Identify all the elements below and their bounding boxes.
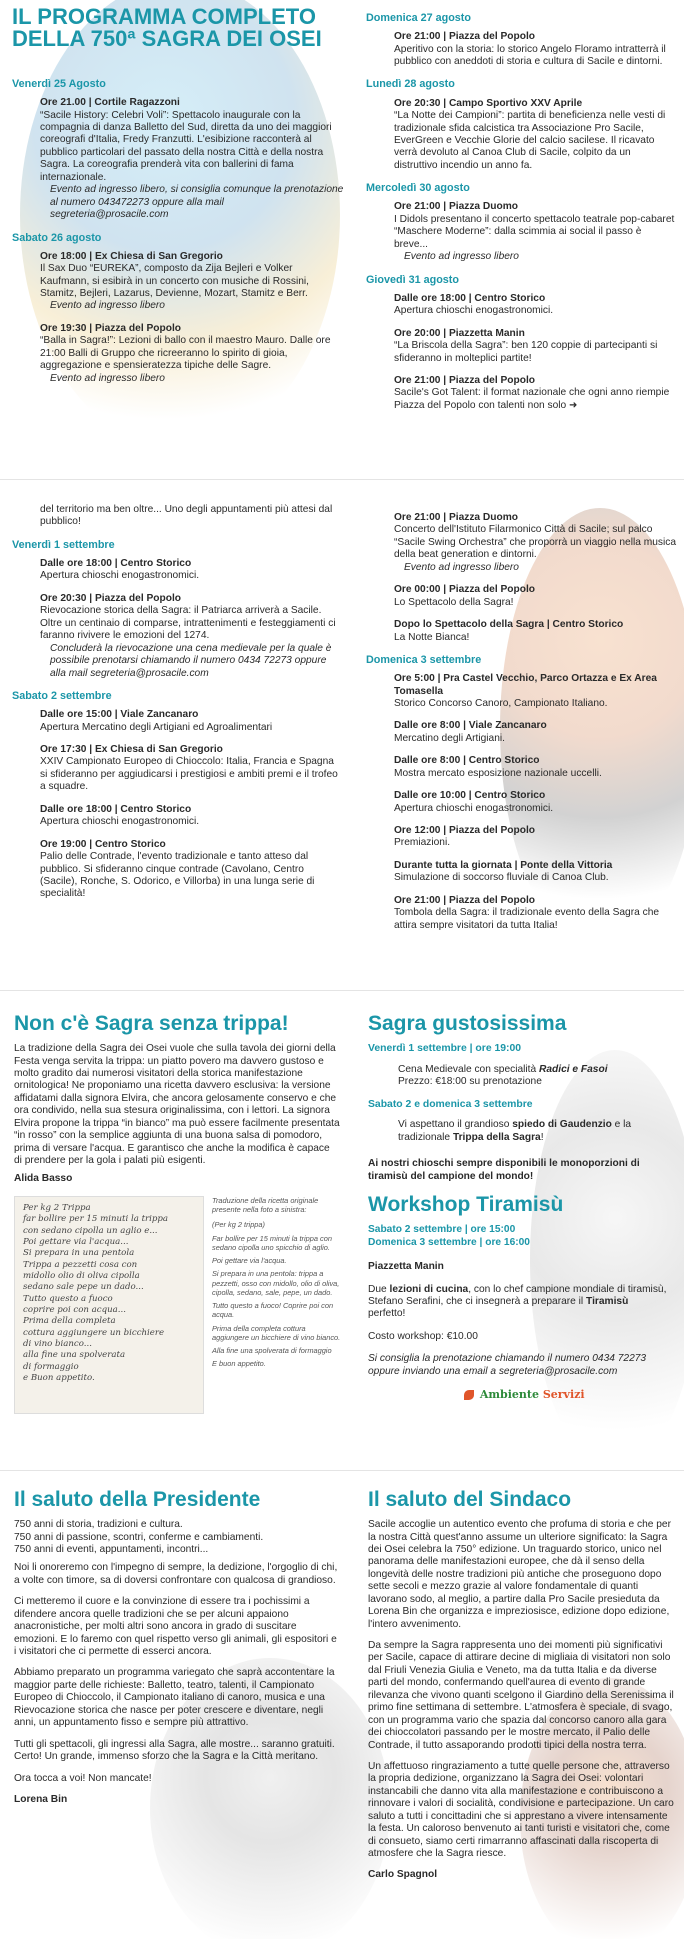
gusto-text2 bbox=[398, 1119, 668, 1144]
event-heading: Ore 00:00 | Piazza del Popolo bbox=[394, 584, 535, 596]
event-text: “Balla in Sagra!”: Lezioni di ballo con il maestro Mauro. Dalle ore 21:00 Balli di Gruppo che ricreeranno lo spirito di gioia, aggregazione e spensieratezza tipiche delle Sagre. bbox=[40, 335, 331, 372]
day-heading: Lunedì 28 agosto bbox=[366, 78, 455, 91]
day-heading: Giovedì 31 agosto bbox=[366, 273, 459, 286]
caption-line: (Per kg 2 trippa) bbox=[212, 1220, 265, 1230]
program-event bbox=[394, 584, 676, 609]
caption-line: Si prepara in una pentola: trippa a pezzetti, osso con midollo, olio di oliva, cipolla, sedano, sale, pepe, un dado. bbox=[212, 1269, 340, 1297]
manuscript-line: sedano sale pepe un dado... bbox=[23, 1282, 144, 1293]
program-right-col bbox=[366, 2, 676, 422]
program-event bbox=[394, 512, 676, 574]
event-text: Aperitivo con la storia: lo storico Angelo Floramo intratterrà il pubblico con aneddoti di storia e cultura di Sacile e dintorni. bbox=[394, 43, 666, 68]
event-text: Simulazione di soccorso fluviale di Canoa Club. bbox=[394, 872, 609, 884]
manuscript-line: midollo olio di oliva cipolla bbox=[23, 1270, 140, 1281]
sindaco-paragraph: Da sempre la Sagra rappresenta uno dei momenti più significativi per Sacile, capace di attirare decine di migliaia di visitatori non solo dal Friuli Venezia Giulia e Veneto, ma da tutta Italia e da diverse parti del mondo, confermando quell'aurea di evento di grande rilevanza che vivono quanti scelgono il Giardino della Serenissima il primo fine settimana di settembre. L'atmosfera è speciale, di svago, con un programma vario che spazia dal concorso canoro alla gara dei chioccolatori passando per le mostre mercato, il Palio delle Contrade, il tutto assaporando prodotti tipici della nostra terra. bbox=[368, 1640, 674, 1751]
sindaco-title: Il saluto del Sindaco bbox=[368, 1488, 572, 1511]
gusto-title: Sagra gustosissima bbox=[368, 1012, 567, 1035]
workshop-cost: Costo workshop: €10.00 bbox=[368, 1330, 478, 1342]
event-text: I Didols presentano il concerto spettacolo teatrale pop-cabaret “Maschere Moderne”: dalla scimmia ai social il passo è breve... bbox=[394, 213, 675, 250]
program-event bbox=[40, 709, 342, 734]
logo-leaf-icon bbox=[464, 1390, 474, 1400]
event-text: “La Notte dei Campioni”: partita di beneficienza nelle vesti di tradizionale sfida calcistica tra Associazione Pro Sacile, EverGreen e Vecchie Glorie del calcio sacilese. Il ricavato verrà devoluto al Canoa Club di Sacile, colpito da un distruttivo incendio un anno fa. bbox=[394, 110, 666, 171]
day-heading: Mercoledì 30 agosto bbox=[366, 182, 470, 195]
manuscript-line: di formaggio bbox=[23, 1361, 79, 1372]
sindaco-signature: Carlo Spagnol bbox=[368, 1869, 438, 1881]
program-event bbox=[40, 804, 342, 829]
event-heading: Dalle ore 18:00 | Centro Storico bbox=[40, 803, 192, 815]
gusto-t2c: e la tradizionale bbox=[398, 1119, 632, 1143]
workshop-p1d: Tiramisù bbox=[586, 1295, 629, 1307]
event-note: Evento ad ingresso libero bbox=[50, 300, 165, 312]
manuscript-line: alla fine una spolverata bbox=[23, 1350, 126, 1361]
event-note: Concluderà la rievocazione una cena medievale per la quale è possibile prenotarsi chiamando il numero 0434 72273 oppure alla mail segreteria@prosacile.com bbox=[50, 642, 332, 679]
event-text: Apertura chioschi enogastronomici. bbox=[40, 570, 200, 582]
presidente-line: 750 anni di passione, scontri, conferme e cambiamenti. bbox=[14, 1531, 264, 1543]
workshop-title: Workshop Tiramisù bbox=[368, 1193, 564, 1217]
event-heading: Ore 21.00 | Cortile Ragazzoni bbox=[40, 97, 180, 109]
manuscript-line: e Buon appetito. bbox=[23, 1373, 95, 1384]
day-heading: Domenica 27 agosto bbox=[366, 12, 472, 24]
event-note: Evento ad ingresso libero, si consiglia comunque la prenotazione al numero 043472273 oppure alla mail segreteria@prosacile.com bbox=[50, 184, 344, 221]
day-heading: Venerdì 1 settembre bbox=[12, 538, 115, 551]
gusto-date1: Venerdì 1 settembre | ore 19:00 bbox=[368, 1043, 522, 1055]
presidente-section bbox=[14, 1488, 340, 1806]
program-event bbox=[40, 251, 344, 313]
divider-3 bbox=[0, 1470, 684, 1471]
gusto-t2d: Trippa della Sagra bbox=[452, 1131, 541, 1143]
caption-line: Poi gettare via l'acqua. bbox=[212, 1256, 287, 1266]
continuation-text: del territorio ma ben oltre... Uno degli appuntamenti più attesi dal pubblico! bbox=[40, 504, 333, 528]
event-heading: Ore 21:00 | Piazza del Popolo bbox=[394, 894, 535, 906]
event-heading: Ore 21:00 | Piazza del Popolo bbox=[394, 375, 535, 386]
logo-text-a: Ambiente bbox=[479, 1388, 539, 1402]
divider-1 bbox=[0, 479, 684, 480]
presidente-paragraph: Ora tocca a voi! Non mancate! bbox=[14, 1772, 152, 1784]
sindaco-paragraph: Sacile accoglie un autentico evento che profuma di storia e che per la nostra Città quest'anno assume un ulteriore significato: la Sagra dei Osei celebra la 750° edizione. Un traguardo storico, unico nel panorama delle manifestazioni europee, che dà il senso della longevità delle nostre tradizioni più antiche che proseguono dopo sette secoli e mezzo grazie al valore fondamentale di quanti lavorano sodo, al meglio, a partire dalla Pro Sacile presieduta da Lorena Bin che organizza e impreziosisce, edizione dopo edizione, l'intero avvenimento. bbox=[368, 1519, 671, 1630]
manuscript-line: di vino bianco... bbox=[23, 1339, 92, 1350]
event-text: Il Sax Duo “EUREKA”, composto da Zija Bejleri e Volker Kaufmann, si esibirà in un concerto con musiche di Rossini, Stamitz, Bejleri, Lazarus, Devienne, Mozart, Stamitz e Berr. bbox=[40, 263, 309, 300]
program-title bbox=[12, 6, 344, 50]
program-panel-1 bbox=[0, 0, 684, 475]
event-text: Rievocazione storica della Sagra: il Patriarca arriverà a Sacile. Oltre un centinaio di comparse, intrattenimenti e festeggiamenti ci faranno rivivere le emozioni del 1274. bbox=[40, 605, 336, 642]
program-event bbox=[40, 593, 342, 680]
event-heading: Ore 5:00 | Pra Castel Vecchio, Parco Ortazza e Ex Area Tomasella bbox=[394, 673, 657, 697]
recipe-area bbox=[14, 1196, 340, 1426]
program-event bbox=[40, 97, 344, 221]
event-heading: Dalle ore 8:00 | Viale Zancanaro bbox=[394, 720, 547, 732]
program-event bbox=[394, 619, 676, 644]
presidente-line: 750 anni di eventi, appuntamenti, incontri... bbox=[14, 1543, 209, 1555]
presidente-signature: Lorena Bin bbox=[14, 1793, 68, 1805]
gusto-t1c: Prezzo: €18:00 su prenotazione bbox=[398, 1076, 542, 1088]
event-text: Apertura chioschi enogastronomici. bbox=[394, 305, 554, 317]
event-heading: Ore 12:00 | Piazza del Popolo bbox=[394, 825, 535, 837]
event-text: Lo Spettacolo della Sagra! bbox=[394, 596, 514, 608]
divider-2 bbox=[0, 990, 684, 991]
program-event bbox=[394, 375, 676, 412]
program-event bbox=[394, 755, 676, 780]
manuscript-line: Trippa a pezzetti cosa con bbox=[23, 1259, 138, 1270]
workshop-place: Piazzetta Manin bbox=[368, 1261, 444, 1273]
manuscript-line: Prima della completa bbox=[23, 1316, 116, 1327]
manuscript-lines bbox=[23, 1203, 195, 1385]
program-title-line2: DELLA 750ª SAGRA DEI OSEI bbox=[12, 26, 322, 51]
manuscript-line: far bollire per 15 minuti la trippa bbox=[23, 1214, 169, 1225]
caption-line: Far bollire per 15 minuti la trippa con sedano cipolla uno spicchio di aglio. bbox=[212, 1233, 332, 1252]
day-heading: Domenica 3 settembre bbox=[366, 653, 482, 666]
event-text: Mercatino degli Artigiani. bbox=[394, 732, 505, 744]
program-event bbox=[394, 293, 676, 318]
gusto-t2b: spiedo di Gaudenzio bbox=[512, 1119, 612, 1131]
gusto-t2e: ! bbox=[540, 1131, 544, 1143]
day-heading: Venerdì 25 Agosto bbox=[12, 78, 106, 90]
program-event bbox=[394, 31, 676, 68]
event-text: Apertura Mercatino degli Artigiani ed Agroalimentari bbox=[40, 721, 273, 733]
event-text: “Sacile History: Celebri Voli”: Spettacolo inaugurale con la compagnia di danza Balletto del Sud, diretta da uno dei maggiori coreografi d'Italia, Fredy Franzutti. L'esibizione racconterà al pubblico particolari del passato della nostra Città e della nostra Sagra. La coreografia prenderà vita con ballerini di fama internazionale. bbox=[40, 109, 332, 183]
event-text: Sacile's Got Talent: il format nazionale che ogni anno riempie Piazza del Popolo con talenti non solo ➜ bbox=[394, 387, 670, 411]
event-heading: Ore 20:30 | Campo Sportivo XXV Aprile bbox=[394, 97, 583, 109]
program2-right-days bbox=[366, 654, 676, 932]
caption-lines bbox=[212, 1220, 342, 1368]
ambiente-servizi-logo bbox=[464, 1388, 668, 1401]
program2-right-col bbox=[366, 512, 676, 942]
event-text: La Notte Bianca! bbox=[394, 631, 470, 643]
program2-right-start bbox=[366, 512, 676, 644]
event-heading: Ore 21:00 | Piazza Duomo bbox=[394, 201, 519, 213]
program-event bbox=[394, 860, 676, 885]
gusto-t1a: Cena Medievale con specialità bbox=[398, 1063, 540, 1075]
event-text: Premiazioni. bbox=[394, 837, 451, 849]
event-heading: Dopo lo Spettacolo della Sagra | Centro Storico bbox=[394, 619, 624, 631]
program-event bbox=[40, 839, 342, 901]
presidente-paragraph: Ci metteremo il cuore e la convinzione di essere tra i pochissimi a difendere ancora quelle tradizioni che se per alcuni appaiono anacronistiche, per molti altri sono ancora in grado di suscitare emozioni. E lo faremo con quel rispetto verso gli animali, gli espositori e i visitatori che ci permette di esserci ancora. bbox=[14, 1596, 337, 1658]
event-heading: Ore 19:00 | Centro Storico bbox=[40, 838, 166, 850]
program-event bbox=[394, 328, 676, 365]
event-text: Concerto dell'Istituto Filarmonico Città di Sacile; sul palco “Sacile Swing Orchestra” che proporrà un viaggio nella musica della beat generation e dintorni. bbox=[394, 524, 676, 561]
manuscript-line: cottura aggiungere un bicchiere bbox=[23, 1327, 165, 1338]
program-event bbox=[394, 201, 676, 263]
event-text: Apertura chioschi enogastronomici. bbox=[394, 802, 554, 814]
program-event bbox=[394, 895, 676, 932]
event-heading: Ore 21:00 | Piazza Duomo bbox=[394, 512, 519, 523]
manuscript-line: Per kg 2 Trippa bbox=[23, 1202, 91, 1213]
event-heading: Ore 19:30 | Piazza del Popolo bbox=[40, 322, 181, 334]
event-note: Evento ad ingresso libero bbox=[404, 561, 519, 573]
event-text: Mostra mercato esposizione nazionale uccelli. bbox=[394, 767, 602, 779]
gusto-date2: Sabato 2 e domenica 3 settembre bbox=[368, 1098, 533, 1110]
greetings-panel bbox=[0, 1488, 684, 1939]
workshop-date2: Domenica 3 settembre | ore 16:00 bbox=[368, 1236, 530, 1248]
gusto-t1b: Radici e Fasoi bbox=[539, 1063, 608, 1075]
caption-line: Alla fine una spolverata di formaggio bbox=[212, 1346, 332, 1356]
program-event bbox=[394, 825, 676, 850]
day-heading: Sabato 26 agosto bbox=[12, 231, 102, 244]
day-heading: Sabato 2 settembre bbox=[12, 689, 112, 702]
program2-left-col bbox=[12, 504, 342, 911]
presidente-title: Il saluto della Presidente bbox=[14, 1488, 261, 1511]
program-event bbox=[40, 744, 342, 794]
program-event bbox=[394, 790, 676, 815]
event-text: XXIV Campionato Europeo di Chioccolo: Italia, Francia e Spagna si sfideranno per aggiudicarsi i prestigiosi e ambiti premi e il trofeo a squadre. bbox=[40, 756, 338, 793]
program-right-days bbox=[366, 12, 676, 412]
program-left-col bbox=[12, 6, 344, 395]
workshop-p1e: perfetto! bbox=[368, 1308, 406, 1320]
event-note: Evento ad ingresso libero bbox=[50, 372, 165, 384]
event-text: Tombola della Sagra: il tradizionale evento della Sagra che attira sempre visitatori da tutta Italia! bbox=[394, 907, 660, 931]
program-left-days bbox=[12, 78, 344, 385]
presidente-paragraph: Tutti gli spettacoli, gli ingressi alla Sagra, alle mostre... saranno gratuiti. Certo! Un grande, immenso sforzo che la Sagra e la Città meritano. bbox=[14, 1738, 335, 1763]
workshop-p1b: lezioni di cucina bbox=[389, 1283, 469, 1295]
caption-line: Tutto questo a fuoco! Coprire poi con acqua. bbox=[212, 1301, 334, 1320]
program-panel-2 bbox=[0, 498, 684, 978]
workshop-p1a: Due bbox=[368, 1283, 390, 1295]
gusto-section bbox=[368, 1012, 668, 1402]
event-heading: Ore 17:30 | Ex Chiesa di San Gregorio bbox=[40, 744, 223, 756]
manuscript-line: con sedano cipolla un aglio e... bbox=[23, 1225, 158, 1236]
presidente-paragraph: Abbiamo preparato un programma variegato che saprà accontentare la maggior parte delle richieste: Balletto, teatro, talenti, il Campionato Europeo di Chioccolo, il Campionato italiano di canoro, musica e una Rievocazione storica che nasce per poter crescere e diventare, negli anni, un appuntamento fisso e sempre più attrattivo. bbox=[14, 1667, 335, 1729]
event-heading: Dalle ore 18:00 | Centro Storico bbox=[394, 292, 546, 304]
gusto-highlight: Ai nostri chioschi sempre disponibili le monoporzioni di tiramisù del campione del mondo! bbox=[368, 1158, 640, 1182]
caption-line: Prima della completa cottura aggiungere un bicchiere di vino bianco. bbox=[212, 1323, 341, 1342]
program-event bbox=[394, 673, 676, 710]
sindaco-paras bbox=[368, 1519, 674, 1860]
event-heading: Dalle ore 8:00 | Centro Storico bbox=[394, 755, 540, 767]
workshop-note: Si consiglia la prenotazione chiamando il numero 0434 72273 oppure inviando una email a segreteria@prosacile.com bbox=[368, 1353, 647, 1377]
manuscript-line: Poi gettare via l'acqua... bbox=[23, 1236, 129, 1247]
manuscript-line: coprire poi con acqua... bbox=[23, 1305, 126, 1315]
program-event bbox=[394, 720, 676, 745]
event-text: “La Briscola della Sagra”: ben 120 coppie di partecipanti si sfideranno in molteplici partite! bbox=[394, 340, 658, 364]
trippa-signature: Alida Basso bbox=[14, 1173, 73, 1185]
event-heading: Ore 20:30 | Piazza del Popolo bbox=[40, 592, 181, 604]
event-heading: Ore 21:00 | Piazza del Popolo bbox=[394, 31, 535, 43]
presidente-line: 750 anni di storia, tradizioni e cultura. bbox=[14, 1519, 183, 1531]
program-title-line1: IL PROGRAMMA COMPLETO bbox=[12, 4, 316, 29]
event-heading: Durante tutta la giornata | Ponte della Vittoria bbox=[394, 859, 613, 871]
sindaco-section bbox=[368, 1488, 674, 1882]
program-event bbox=[40, 558, 342, 583]
event-note: Evento ad ingresso libero bbox=[404, 251, 519, 263]
event-heading: Dalle ore 15:00 | Viale Zancanaro bbox=[40, 709, 199, 721]
event-text: Palio delle Contrade, l'evento tradizionale e tanto atteso dal pubblico. Si sfideranno cinque contrade (Cavolano, Centro (Sacile), Ronche, S. Odorico, e Villorba) in una lunga serie di specialità! bbox=[40, 851, 315, 900]
manuscript-line: Tutto questo a fuoco bbox=[23, 1293, 113, 1304]
trippa-section bbox=[14, 1012, 340, 1426]
event-text: Storico Concorso Canoro, Campionato Italiano. bbox=[394, 697, 608, 709]
event-heading: Ore 20:00 | Piazzetta Manin bbox=[394, 327, 525, 339]
workshop-text bbox=[368, 1284, 668, 1321]
gusto-t2a: Vi aspettano il grandioso bbox=[398, 1119, 513, 1131]
recipe-caption bbox=[212, 1196, 342, 1373]
food-panel bbox=[0, 1010, 684, 1460]
presidente-lines bbox=[14, 1519, 340, 1556]
manuscript-photo bbox=[14, 1196, 204, 1414]
program-event bbox=[40, 323, 344, 385]
event-heading: Dalle ore 10:00 | Centro Storico bbox=[394, 790, 546, 802]
program-event bbox=[394, 98, 676, 173]
event-text: Apertura chioschi enogastronomici. bbox=[40, 816, 200, 828]
caption-line: E buon appetito. bbox=[212, 1359, 266, 1369]
trippa-body: La tradizione della Sagra dei Osei vuole che sulla tavola dei giorni della Festa venga servita la trippa: un piatto povero ma davvero gustoso e molto gradito dai numerosi visitatori della storica manifestazione ornitologica! Ne proponiamo una ricetta davvero esclusiva: la versione affidatami dalla signora Elvira, che ancora gelosamente conservo e che ora condivido, nella sua stesura originalissima, con i lettori. La signora Elvira propone la trippa “in bianco” ma può essere facilmente presentata “in rosso” con la semplice aggiunta di una buona salsa di pomodoro, prima di versare l'acqua. E garantisco che anche la modifica è capace di prendere per la gola i palati più esigenti. bbox=[14, 1043, 340, 1167]
manuscript-line: Si prepara in una pentola bbox=[23, 1248, 135, 1259]
workshop-p1c: , con lo chef campione mondiale di tiramisù, Stefano Serafini, che ci insegnerà a preparare il bbox=[368, 1283, 667, 1307]
gusto-text1 bbox=[398, 1064, 668, 1089]
caption-title: Traduzione della ricetta originale presente nella foto a sinistra: bbox=[212, 1195, 319, 1215]
presidente-paragraph: Noi li onoreremo con l'impegno di sempre, la dedizione, l'orgoglio di chi, a volte con timore, sa di doversi confrontare con qualcosa di grandioso. bbox=[14, 1562, 338, 1586]
trippa-title: Non c'è Sagra senza trippa! bbox=[14, 1012, 289, 1035]
logo-text-b: Servizi bbox=[542, 1388, 585, 1402]
event-heading: Dalle ore 18:00 | Centro Storico bbox=[40, 558, 192, 570]
workshop-date1: Sabato 2 settembre | ore 15:00 bbox=[368, 1224, 516, 1236]
sindaco-paragraph: Un affettuoso ringraziamento a tutte quelle persone che, attraverso la propria dedizione, organizzano la Sagra dei Osei: volontari instancabili che danno vita alla manifestazione e contribuiscono a rinnovare i valori di socialità, condivisione e partecipazione. Un caro saluto a tutti i concittadini che si apprestano a vivere intensamente la festa. Un caloroso benvenuto ai tanti turisti e visitatori che, come di consueto, siamo certi rimarranno affascinati dalla riscoperta di atmosfere che la Sagra riesce. bbox=[368, 1760, 674, 1860]
program2-left-days bbox=[12, 539, 342, 901]
presidente-paras bbox=[14, 1562, 340, 1785]
event-heading: Ore 18:00 | Ex Chiesa di San Gregorio bbox=[40, 250, 223, 262]
